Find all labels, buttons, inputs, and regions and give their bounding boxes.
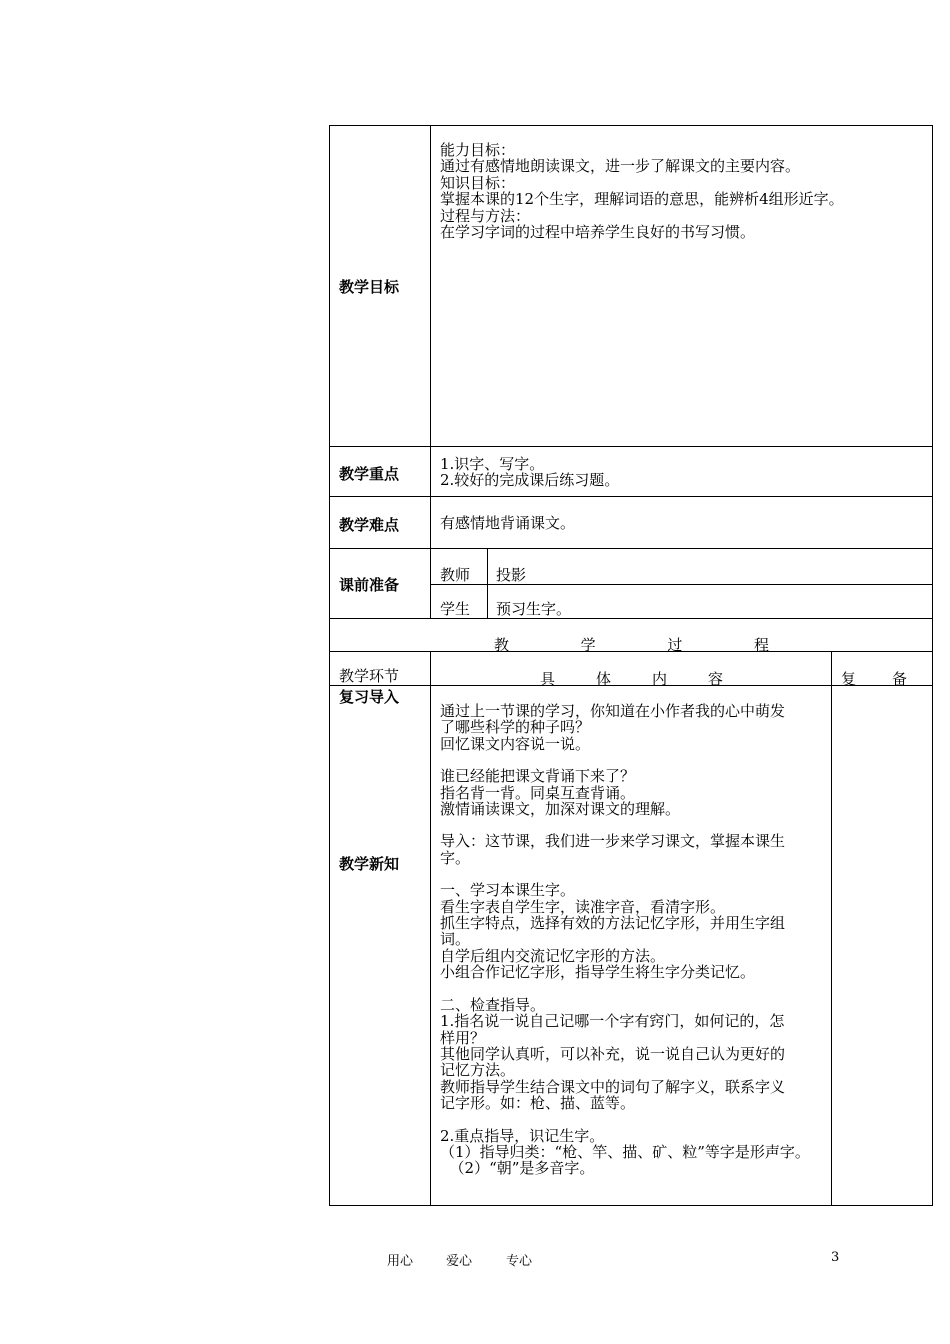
- content-line: 看生字表自学生字，读准字音，看清字形。: [440, 897, 726, 916]
- content-line: 其他同学认真听，可以补充，说一说自己认为更好的: [440, 1044, 786, 1063]
- table-bottom-border: [329, 1205, 933, 1206]
- content-line: 样用？: [440, 1028, 486, 1047]
- row-divider: [329, 446, 933, 447]
- row-divider: [329, 618, 933, 619]
- content-line: 导入：这节课，我们进一步来学习课文，掌握本课生: [440, 832, 786, 851]
- content-line: 二、检查指导。: [440, 995, 546, 1014]
- stage-column-divider: [430, 651, 431, 1206]
- content-line: 一、学习本课生字。: [440, 881, 576, 900]
- preparation-label: 课前准备: [339, 576, 400, 594]
- objectives-line: 通过有感情地朗读课文，进一步了解课文的主要内容。: [440, 157, 801, 176]
- objectives-line: 能力目标：: [440, 141, 516, 159]
- content-line: （2）“朝”是多音字。: [440, 1159, 595, 1178]
- process-title-char: 教: [494, 636, 510, 654]
- content-header-char: 容: [707, 670, 723, 688]
- objectives-label: 教学目标: [339, 278, 400, 296]
- stage-review-label: 复习导入: [339, 688, 400, 706]
- content-line: 记字形。如：枪、描、蓝等。: [440, 1094, 636, 1113]
- footer-motto-2: 爱心: [446, 1254, 473, 1269]
- content-line: 通过上一节课的学习，你知道在小作者我的心中萌发: [440, 702, 786, 720]
- key-points-content: [440, 456, 619, 489]
- paragraph-gap: [440, 1112, 810, 1128]
- stage-column-header: 教学环节: [339, 667, 400, 685]
- objectives-content: [440, 142, 844, 240]
- key-point-line: 2.较好的完成课后练习题。: [440, 471, 620, 490]
- student-label: 学生: [440, 600, 471, 618]
- notes-header-char: 备: [891, 670, 907, 688]
- paragraph-gap: [440, 981, 810, 997]
- footer-motto-3: 专心: [506, 1254, 533, 1269]
- paragraph-gap: [440, 866, 810, 882]
- paragraph-gap: [440, 752, 810, 768]
- teacher-value: 投影: [496, 566, 527, 584]
- table-left-border: [329, 125, 330, 1206]
- content-header-char: 具: [540, 670, 556, 688]
- content-line: 1.指名说一说自己记哪一个字有窍门，如何记的，怎: [440, 1012, 785, 1031]
- process-title: [494, 634, 769, 655]
- notes-column-divider: [831, 651, 832, 1206]
- notes-header-char: 复: [841, 670, 857, 688]
- page-number: 3: [831, 1250, 840, 1265]
- table-top-border: [329, 125, 933, 126]
- content-line: 了哪些科学的种子吗？: [440, 718, 591, 737]
- row-divider: [329, 496, 933, 497]
- objectives-line: 掌握本课的12个生字，理解词语的意思，能辨析4组形近字。: [440, 190, 844, 209]
- stage-new-label: 教学新知: [339, 855, 400, 873]
- objectives-line: 在学习字词的过程中培养学生良好的书写习惯。: [440, 223, 756, 242]
- content-line: 指名背一背。同桌互查背诵。: [440, 783, 636, 802]
- process-title-char: 过: [667, 636, 683, 654]
- content-header-char: 体: [595, 670, 611, 688]
- content-line: 抓生字特点，选择有效的方法记忆字形，并用生字组: [440, 914, 786, 933]
- content-header-char: 内: [651, 670, 667, 688]
- student-value: 预习生字。: [496, 600, 572, 618]
- content-line: 词。: [440, 930, 471, 949]
- content-line: 谁已经能把课文背诵下来了？: [440, 767, 636, 786]
- process-content: [440, 703, 810, 1177]
- table-right-border: [932, 125, 933, 1206]
- content-line: 小组合作记忆字形，指导学生将生字分类记忆。: [440, 963, 756, 982]
- process-title-char: 程: [753, 636, 769, 654]
- paragraph-gap: [440, 817, 810, 833]
- content-column-header: [540, 668, 723, 689]
- label-column-divider: [430, 125, 431, 619]
- key-point-line: 1.识字、写字。: [440, 455, 545, 473]
- content-line: 记忆方法。: [440, 1061, 516, 1080]
- objectives-line: 知识目标：: [440, 173, 516, 192]
- content-line: 字。: [440, 848, 471, 867]
- difficulties-label: 教学难点: [339, 516, 400, 534]
- teacher-label: 教师: [440, 566, 471, 584]
- content-line: （1）指导归类：“枪、竿、描、矿、粒”等字是形声字。: [440, 1142, 810, 1161]
- row-divider: [430, 584, 933, 585]
- key-points-label: 教学重点: [339, 465, 400, 483]
- content-line: 教师指导学生结合课文中的词句了解字义，联系字义: [440, 1077, 786, 1096]
- content-line: 激情诵读课文，加深对课文的理解。: [440, 800, 681, 819]
- content-line: 2.重点指导，识记生字。: [440, 1126, 605, 1145]
- row-divider: [329, 548, 933, 549]
- prep-column-divider: [487, 548, 488, 619]
- content-line: 自学后组内交流记忆字形的方法。: [440, 946, 666, 965]
- content-line: 回忆课文内容说一说。: [440, 734, 591, 753]
- difficulties-content: 有感情地背诵课文。: [440, 514, 576, 532]
- process-title-char: 学: [580, 636, 596, 654]
- objectives-line: 过程与方法：: [440, 206, 531, 225]
- footer-motto-1: 用心: [387, 1254, 414, 1269]
- notes-column-header: [841, 668, 907, 689]
